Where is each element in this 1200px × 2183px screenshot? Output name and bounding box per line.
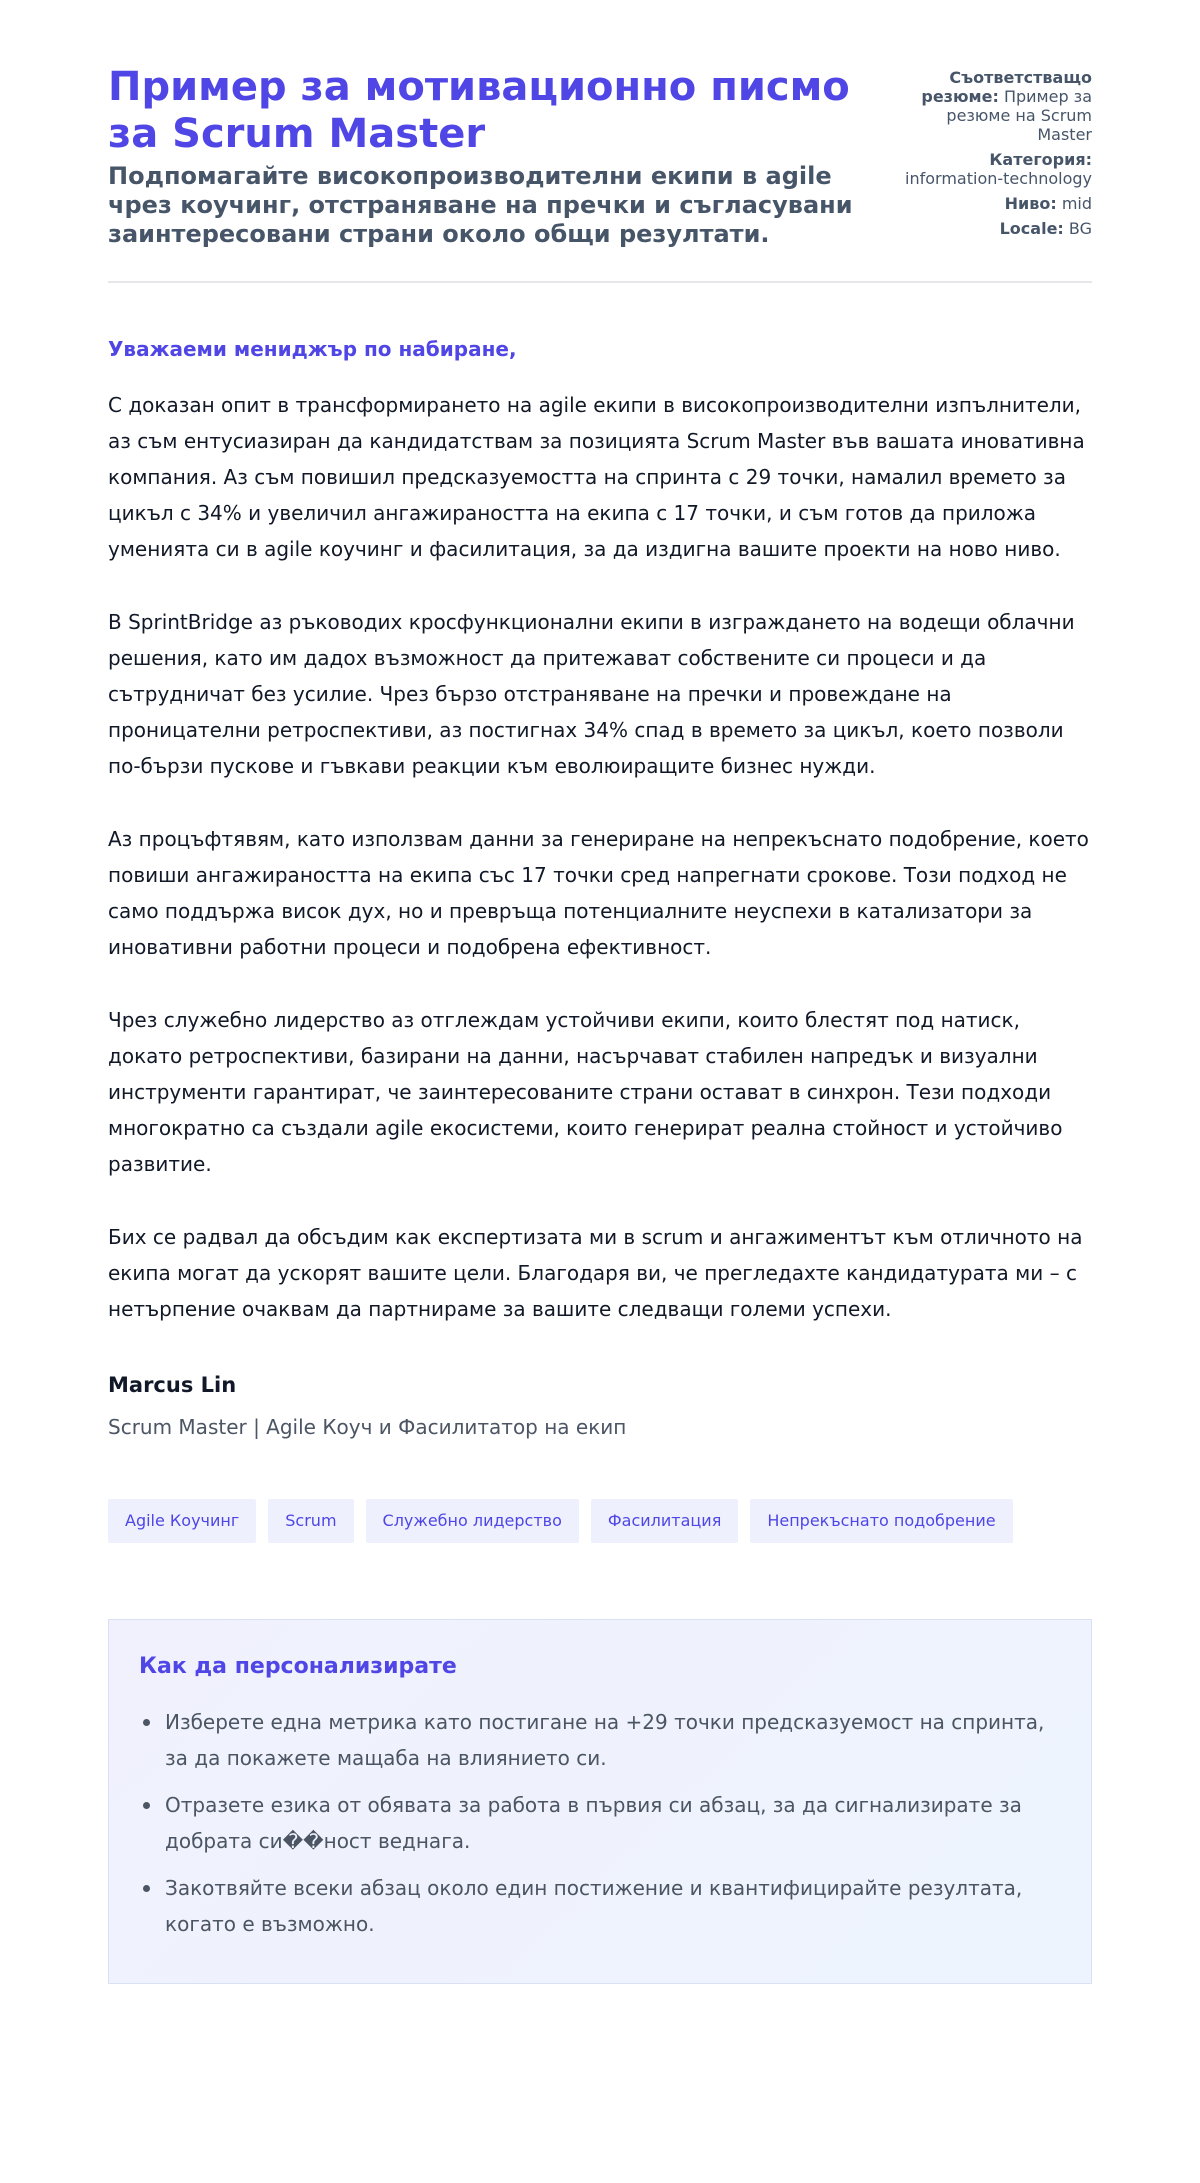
letter-greeting: Уважаеми мениджър по набиране,: [108, 337, 517, 361]
skill-tag: Scrum: [268, 1499, 353, 1543]
header-titles: [108, 64, 868, 249]
meta-category-value: information-technology: [905, 169, 1092, 188]
meta-level-value: mid: [1061, 194, 1092, 213]
letter-paragraph: Чрез служебно лидерство аз отглеждам устойчиви екипи, които блестят под натиск, докато ретроспективи, базирани на данни, насърчават стабилен напредък и визуални инструменти гарантират, че заинтересованите страни остават в синхрон. Тези подходи многократно са създали agile екосистеми, които генерират реална стойност и устойчиво развитие.: [108, 1008, 1063, 1176]
tips-item: Отразете езика от обявата за работа в първия си абзац, за да сигнализирате за добрата си��ност веднага.: [139, 1787, 1061, 1859]
meta-category: [892, 150, 1092, 188]
tips-item: Закотвяйте всеки абзац около един постижение и квантифицирайте резултата, когато е възможно.: [139, 1870, 1061, 1942]
meta-level: [892, 194, 1092, 213]
letter-paragraph: В SprintBridge аз ръководих кросфункционални екипи в изграждането на водещи облачни решения, като им дадох възможност да притежават собствените си процеси и да сътрудничат без усилие. Чрез бързо отстраняване на пречки и провеждане на проницателни ретроспективи, аз постигнах 34% спад в времето за цикъл, което позволи по-бързи пускове и гъвкави реакции към еволюиращите бизнес нужди.: [108, 610, 1075, 778]
page-header: [108, 0, 1092, 283]
letter-paragraph: Аз процъфтявям, като използвам данни за генериране на непрекъснато подобрение, което повиши ангажираността на екипа със 17 точки сред напрегнати срокове. Този подход не само поддържа висок дух, но и превръща потенциалните неуспехи в катализатори за иновативни работни процеси и подобрена ефективност.: [108, 827, 1089, 959]
tips-item: Изберете една метрика като постигане на +29 точки предсказуемост на спринта, за да покажете мащаба на влиянието си.: [139, 1704, 1061, 1776]
meta-category-key: Категория:: [989, 150, 1092, 169]
skill-tag: Фасилитация: [591, 1499, 738, 1543]
signature-block: [108, 1371, 1092, 1441]
meta-locale-value: BG: [1068, 219, 1092, 238]
meta-level-key: Ниво:: [1004, 194, 1057, 213]
meta-locale: [892, 219, 1092, 238]
letter-paragraph: Бих се радвал да обсъдим как експертизата ми в scrum и ангажиментът към отличното на екипа могат да ускорят вашите цели. Благодаря ви, че прегледахте кандидатурата ми – с нетърпение очаквам да партнираме за вашите следващи големи успехи.: [108, 1225, 1083, 1321]
meta-panel: [892, 64, 1092, 244]
signature-title: Scrum Master | Agile Коуч и Фасилитатор на екип: [108, 1415, 627, 1439]
tips-title: Как да персонализирате: [139, 1654, 457, 1679]
meta-resume: [892, 68, 1092, 144]
letter-paragraph: С доказан опит в трансформирането на agile екипи в високопроизводителни изпълнители, аз съм ентусиазиран да кандидатствам за позицията Scrum Master във вашата иновативна компания. Аз съм повишил предсказуемостта на спринта с 29 точки, намалил времето за цикъл с 34% и увеличил ангажираността на екипа с 17 точки, и съм готов да приложа уменията си в agile коучинг и фасилитация, за да издигна вашите проекти на ново ниво.: [108, 393, 1085, 561]
skill-tags: [108, 1499, 1092, 1543]
page-title: Пример за мотивационно писмо за Scrum Master: [108, 64, 850, 157]
signature-name: Marcus Lin: [108, 1373, 237, 1397]
tips-list: [139, 1704, 1061, 1942]
skill-tag: Служебно лидерство: [366, 1499, 579, 1543]
meta-resume-key: Съответстващо резюме:: [921, 68, 1092, 106]
skill-tag: Непрекъснато подобрение: [750, 1499, 1012, 1543]
letter-body: [108, 387, 1092, 1327]
page-subtitle: Подпомагайте високопроизводителни екипи в agile чрез коучинг, отстраняване на пречки и съгласувани заинтересовани страни около общи резултати.: [108, 162, 853, 248]
meta-locale-key: Locale:: [999, 219, 1064, 238]
meta-resume-value: Пример за резюме на Scrum Master: [946, 87, 1092, 144]
skill-tag: Agile Коучинг: [108, 1499, 256, 1543]
customization-tips-box: [108, 1619, 1092, 1984]
